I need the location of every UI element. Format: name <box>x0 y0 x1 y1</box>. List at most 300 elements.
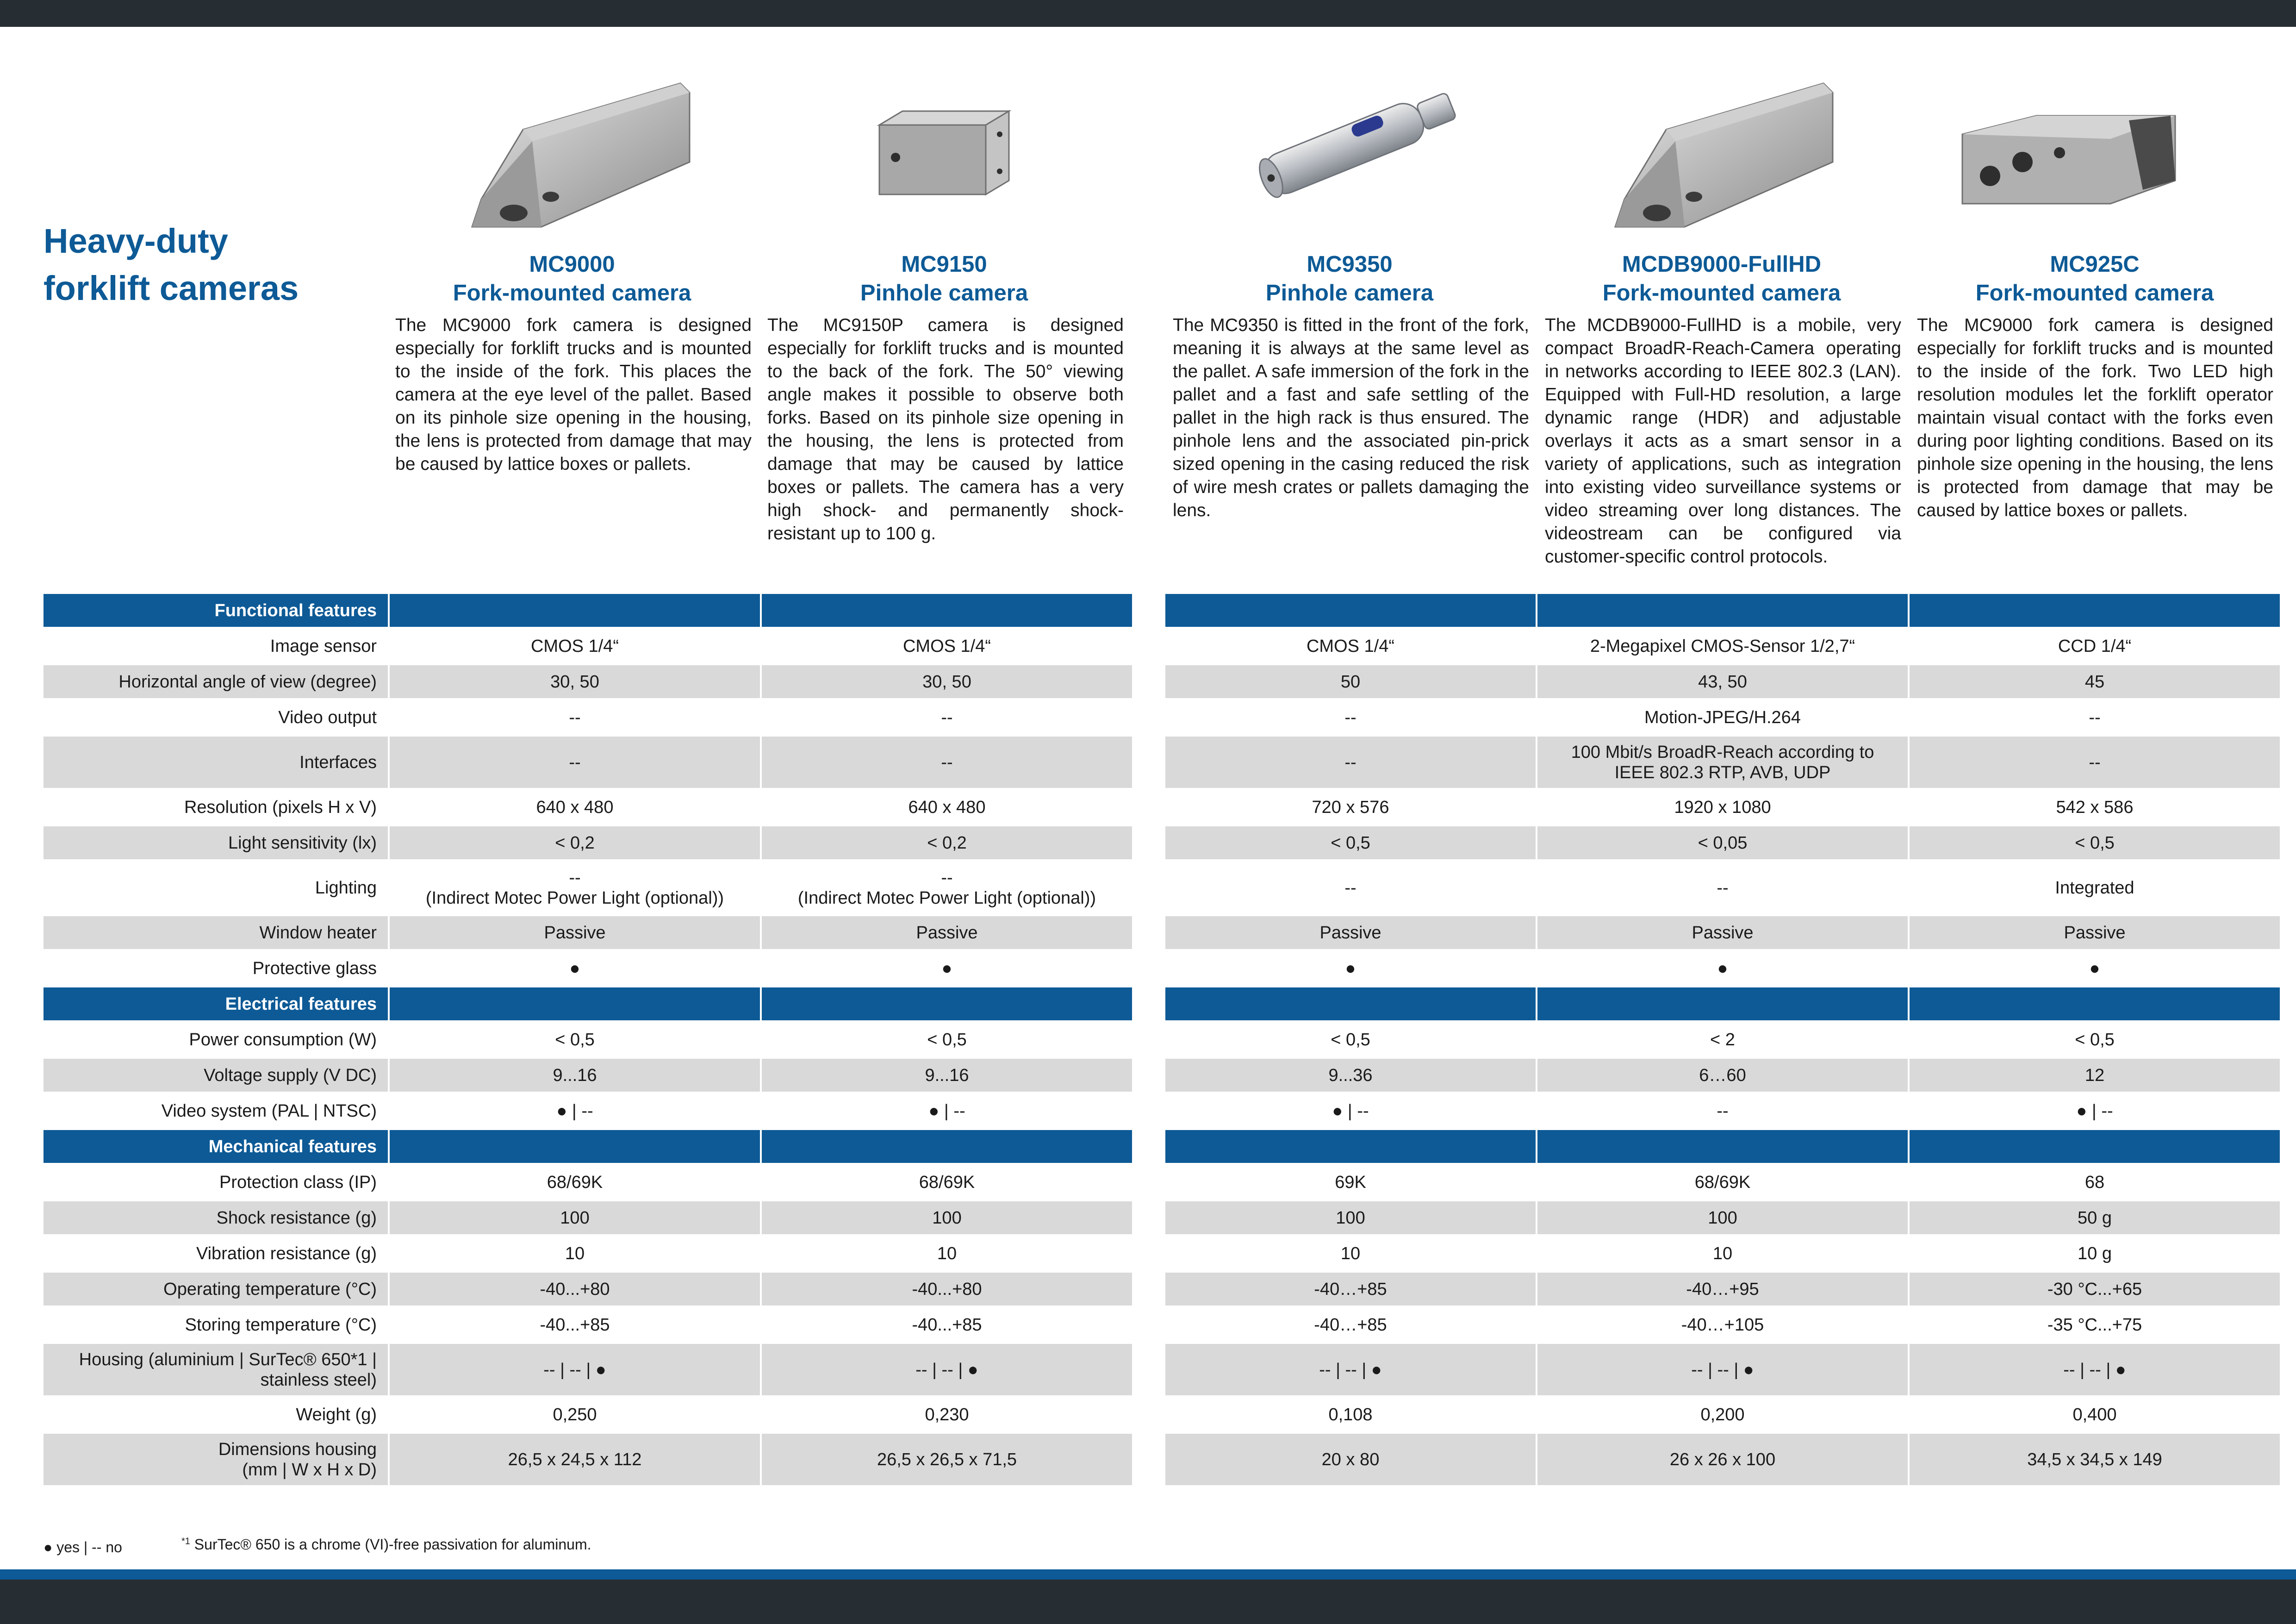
value-cell <box>1537 1273 1908 1305</box>
value-cell <box>1165 1308 1536 1341</box>
row-label <box>44 862 388 913</box>
value-cell-line: < 0,5 <box>1331 1030 1370 1049</box>
value-cell <box>1165 1344 1536 1395</box>
value-cell-line: (Indirect Motec Power Light (optional)) <box>797 888 1096 908</box>
section-header-label: Mechanical features <box>208 1137 377 1156</box>
value-cell-line: < 0,5 <box>2075 1030 2115 1049</box>
row-label <box>44 1237 388 1270</box>
value-cell <box>762 1398 1132 1431</box>
value-cell <box>1165 701 1536 734</box>
value-cell-line: -40…+105 <box>1681 1315 1764 1335</box>
value-cell-line: 69K <box>1335 1172 1366 1192</box>
section-header-cell <box>762 594 1132 627</box>
value-cell-line: -- <box>569 868 581 887</box>
bottom-bar <box>0 1580 2296 1624</box>
value-cell-line: Passive <box>544 923 606 943</box>
value-cell-line: -40...+85 <box>912 1315 982 1335</box>
footnote-surtec <box>181 1536 591 1553</box>
section-header-label: Electrical features <box>225 994 377 1014</box>
section-header-cell <box>1910 987 2280 1020</box>
value-cell-line: 9...16 <box>553 1065 597 1085</box>
row-label <box>44 1094 388 1127</box>
value-cell <box>1165 1273 1536 1305</box>
product-description-mcdb9000: The MCDB9000-FullHD is a mobile, very compact BroadR-Reach-Camera operating in networks according to IEEE 802.3 (LAN). Equipped with Full-HD resolution, a large dynamic range (HDR) and adjustable overlays it acts as a smart sensor in a variety of applications, such as integration into existing video surveillance systems or video streaming over long distances. The videostream can be configured via customer-specific control protocols. <box>1545 315 1901 567</box>
value-cell-line: 34,5 x 34,5 x 149 <box>2027 1449 2162 1469</box>
mc9150-product-image <box>875 106 1014 199</box>
value-cell <box>390 791 760 824</box>
value-cell-line: 100 <box>932 1208 962 1228</box>
value-cell <box>762 916 1132 949</box>
value-cell <box>390 737 760 788</box>
value-cell-line: -- | -- | ● <box>915 1360 978 1380</box>
product-type: Pinhole camera <box>860 281 1028 306</box>
row-label <box>44 630 388 662</box>
value-cell-line: 9...16 <box>925 1065 969 1085</box>
value-cell <box>390 1308 760 1341</box>
mcdb9000-product-image <box>1606 74 1837 241</box>
value-cell-line: ● | -- <box>928 1101 965 1121</box>
value-cell <box>390 630 760 662</box>
value-cell-line: 10 <box>1712 1243 1733 1263</box>
value-cell-line: < 0,2 <box>927 833 967 853</box>
value-cell-line: Passive <box>1319 923 1381 943</box>
row-label-line: Window heater <box>259 923 377 943</box>
row-label-line: Housing (aluminium | SurTec® 650*1 | <box>79 1349 377 1369</box>
value-cell <box>1910 1434 2280 1485</box>
product-type: Fork-mounted camera <box>1975 281 2214 306</box>
value-cell <box>1165 952 1536 985</box>
section-header-cell <box>1165 987 1536 1020</box>
footnote-marker: *1 <box>181 1536 190 1547</box>
row-label <box>44 665 388 698</box>
row-label <box>44 791 388 824</box>
value-cell-line: < 0,5 <box>2075 833 2115 853</box>
value-cell-line: -- | -- | ● <box>2063 1360 2126 1380</box>
value-cell <box>1910 1398 2280 1431</box>
value-cell-line: CCD 1/4“ <box>2058 636 2132 656</box>
value-cell-line: 68/69K <box>1694 1172 1751 1192</box>
value-cell <box>390 1023 760 1056</box>
row-label <box>44 737 388 788</box>
value-cell <box>1537 630 1908 662</box>
section-header-cell <box>390 594 760 627</box>
footnote-text: SurTec® 650 is a chrome (VI)-free passivation for aluminum. <box>194 1536 591 1553</box>
value-cell-line: 100 <box>560 1208 590 1228</box>
value-cell-line: -- <box>941 707 953 727</box>
row-label-line: (mm | W x H x D) <box>242 1460 377 1480</box>
value-cell <box>390 1201 760 1234</box>
product-type: Fork-mounted camera <box>453 281 691 306</box>
value-cell-line: CMOS 1/4“ <box>530 636 619 656</box>
value-cell-line: < 2 <box>1710 1030 1735 1049</box>
row-label-line: Power consumption (W) <box>189 1030 377 1049</box>
value-cell <box>1537 1094 1908 1127</box>
product-model: MC9000 <box>529 252 615 277</box>
row-label <box>44 826 388 859</box>
value-cell-line: 68/69K <box>919 1172 975 1192</box>
product-name-mcdb9000 <box>1541 250 1902 307</box>
value-cell-line: 10 <box>1340 1243 1361 1263</box>
value-cell-line: 2-Megapixel CMOS-Sensor 1/2,7“ <box>1590 636 1855 656</box>
value-cell-line: -40…+85 <box>1314 1315 1387 1335</box>
value-cell <box>1910 791 2280 824</box>
value-cell <box>1165 916 1536 949</box>
footnote-legend: ● yes | -- no <box>44 1539 122 1555</box>
value-cell <box>1537 1308 1908 1341</box>
value-cell-line: -- <box>1344 878 1356 898</box>
value-cell-line: Motion-JPEG/H.264 <box>1644 707 1801 727</box>
row-label <box>44 916 388 949</box>
row-label <box>44 1059 388 1092</box>
row-label <box>44 1166 388 1199</box>
product-model: MC9350 <box>1307 252 1393 277</box>
value-cell <box>762 1434 1132 1485</box>
value-cell-line: -- <box>569 752 581 772</box>
value-cell <box>1910 952 2280 985</box>
value-cell <box>1165 1201 1536 1234</box>
value-cell-line: 30, 50 <box>922 672 971 692</box>
value-cell-line: 100 <box>1336 1208 1365 1228</box>
value-cell <box>762 791 1132 824</box>
value-cell-line: -- | -- | ● <box>1319 1360 1382 1380</box>
row-label-line: Interfaces <box>299 752 377 772</box>
value-cell-line: 20 x 80 <box>1321 1449 1380 1469</box>
value-cell-line: -- <box>1717 1101 1729 1121</box>
value-cell <box>1537 1398 1908 1431</box>
value-cell <box>1910 737 2280 788</box>
row-label <box>44 701 388 734</box>
value-cell-line: -- <box>569 707 581 727</box>
value-cell-line: 1920 x 1080 <box>1674 797 1771 817</box>
value-cell <box>1537 665 1908 698</box>
row-label-line: Dimensions housing <box>218 1439 377 1459</box>
value-cell <box>1537 1201 1908 1234</box>
value-cell-line: -40...+80 <box>912 1279 982 1299</box>
value-cell <box>390 1059 760 1092</box>
value-cell-line: 30, 50 <box>550 672 599 692</box>
section-header-cell <box>390 987 760 1020</box>
product-name-mc9150 <box>764 250 1125 307</box>
value-cell <box>1165 1434 1536 1485</box>
value-cell-line: < 0,5 <box>927 1030 967 1049</box>
value-cell-line: -35 °C...+75 <box>2047 1315 2142 1335</box>
row-label <box>44 1201 388 1234</box>
value-cell-line: ● <box>2089 958 2100 978</box>
page-title-line-1: Heavy-duty <box>44 222 228 260</box>
value-cell <box>1910 1166 2280 1199</box>
row-label-line: Operating temperature (°C) <box>163 1279 377 1299</box>
product-description-mc9150: The MC9150P camera is designed especially for forklift trucks and is mounted to the back of the fork. The 50° viewing angle makes it possible to observe both forks. Based on its pinhole size opening in the housing, the lens is protected from damage that may be caused by lattice boxes or pallets. The camera has a very high shock- and permanently shock-resistant up to 100 g. <box>767 315 1124 543</box>
page-title-line-2: forklift cameras <box>44 269 299 307</box>
value-cell <box>1165 1023 1536 1056</box>
value-cell <box>1910 665 2280 698</box>
value-cell-line: -40...+80 <box>540 1279 610 1299</box>
row-label <box>44 1023 388 1056</box>
value-cell-line: -40...+85 <box>540 1315 610 1335</box>
section-header-cell <box>390 1130 760 1163</box>
value-cell <box>1910 862 2280 913</box>
section-header-label: Functional features <box>214 600 377 620</box>
mc925c-product-image <box>1953 106 2184 213</box>
value-cell <box>390 1273 760 1305</box>
value-cell <box>390 1094 760 1127</box>
row-label <box>44 1273 388 1305</box>
value-cell-line: < 0,2 <box>555 833 595 853</box>
value-cell-line: 10 <box>565 1243 585 1263</box>
row-label-line: stainless steel) <box>260 1370 377 1390</box>
row-label-line: Resolution (pixels H x V) <box>184 797 377 817</box>
value-cell-line: 0,250 <box>553 1405 597 1424</box>
value-cell <box>762 1094 1132 1127</box>
value-cell <box>762 1344 1132 1395</box>
value-cell-line: ● | -- <box>1332 1101 1369 1121</box>
product-description-mc9000: The MC9000 fork camera is designed especially for forklift trucks and is mounted to the inside of the fork. This places the camera at the eye level of the pallet. Based on its pinhole size opening in the housing, the lens is protected from damage that may be caused by lattice boxes or pallets. <box>395 315 752 474</box>
value-cell <box>1537 1237 1908 1270</box>
value-cell <box>762 952 1132 985</box>
row-label-line: Storing temperature (°C) <box>185 1315 377 1335</box>
value-cell <box>762 630 1132 662</box>
row-label-line: Video system (PAL | NTSC) <box>161 1101 377 1121</box>
value-cell <box>1910 1201 2280 1234</box>
row-label-line: Protective glass <box>252 958 377 978</box>
row-label-line: Lighting <box>315 878 377 898</box>
row-label-line: Vibration resistance (g) <box>196 1243 377 1263</box>
value-cell <box>390 916 760 949</box>
value-cell <box>762 1166 1132 1199</box>
value-cell-line: 9...36 <box>1328 1065 1373 1085</box>
mc9000-product-image <box>463 74 694 241</box>
value-cell-line: 10 <box>937 1243 957 1263</box>
row-label-line: Video output <box>278 707 377 727</box>
value-cell-line: 50 g <box>2078 1208 2112 1228</box>
value-cell <box>390 701 760 734</box>
product-description-mc925c: The MC9000 fork camera is designed especially for forklift trucks and is mounted to the inside of the fork. Two LED high resolution modules let the forklift operator maintain visual contact with the forks even during poor lighting conditions. Based on its pinhole size opening in the housing, the lens is protected from damage that may be caused by lattice boxes or pallets. <box>1917 315 2273 520</box>
value-cell <box>390 952 760 985</box>
value-cell <box>762 665 1132 698</box>
row-label <box>44 1344 388 1395</box>
section-header-cell <box>1910 594 2280 627</box>
value-cell-line: Passive <box>1692 923 1754 943</box>
value-cell <box>762 1308 1132 1341</box>
value-cell <box>1537 952 1908 985</box>
value-cell <box>1537 791 1908 824</box>
section-header-cell <box>1165 594 1536 627</box>
value-cell <box>762 1059 1132 1092</box>
value-cell-line: 0,108 <box>1328 1405 1373 1424</box>
section-header-cell <box>762 1130 1132 1163</box>
value-cell-line: 0,200 <box>1700 1405 1745 1424</box>
value-cell <box>762 1201 1132 1234</box>
value-cell-line: 12 <box>2084 1065 2105 1085</box>
value-cell <box>390 1237 760 1270</box>
value-cell <box>1165 826 1536 859</box>
row-label <box>44 952 388 985</box>
value-cell <box>1910 1344 2280 1395</box>
value-cell-line: < 0,5 <box>1331 833 1370 853</box>
value-cell-line: -- | -- | ● <box>1691 1360 1754 1380</box>
product-name-mc925c <box>1914 250 2275 307</box>
value-cell-line: CMOS 1/4“ <box>902 636 991 656</box>
value-cell <box>1165 1398 1536 1431</box>
row-label <box>44 1398 388 1431</box>
value-cell-line: ● <box>1345 958 1356 978</box>
value-cell-line: 100 <box>1708 1208 1737 1228</box>
value-cell <box>1910 826 2280 859</box>
value-cell <box>1165 737 1536 788</box>
section-header <box>44 594 388 627</box>
section-header-cell <box>1537 987 1908 1020</box>
value-cell <box>390 665 760 698</box>
value-cell-line: -- <box>1344 752 1356 772</box>
row-label-line: Horizontal angle of view (degree) <box>118 672 377 692</box>
value-cell-line: 640 x 480 <box>908 797 986 817</box>
value-cell-line: IEEE 802.3 RTP, AVB, UDP <box>1614 762 1831 782</box>
value-cell <box>1910 1308 2280 1341</box>
value-cell-line: -- <box>1717 878 1729 898</box>
value-cell <box>390 1166 760 1199</box>
value-cell <box>1165 1237 1536 1270</box>
value-cell-line: Integrated <box>2055 878 2134 898</box>
value-cell <box>1537 826 1908 859</box>
section-header-cell <box>762 987 1132 1020</box>
value-cell <box>1165 791 1536 824</box>
mc9350-product-image <box>1250 79 1462 204</box>
value-cell-line: -- <box>941 868 953 887</box>
value-cell <box>1537 1434 1908 1485</box>
value-cell-line: -- <box>2089 707 2101 727</box>
value-cell-line: 45 <box>2084 672 2105 692</box>
value-cell-line: -- | -- | ● <box>543 1360 606 1380</box>
value-cell <box>1537 1059 1908 1092</box>
value-cell-line: -40…+85 <box>1314 1279 1387 1299</box>
row-label <box>44 1434 388 1485</box>
value-cell <box>390 1398 760 1431</box>
value-cell <box>1910 1273 2280 1305</box>
value-cell-line: 26 x 26 x 100 <box>1669 1449 1776 1469</box>
product-type: Pinhole camera <box>1265 281 1434 306</box>
value-cell <box>1165 862 1536 913</box>
section-header-cell <box>1537 1130 1908 1163</box>
value-cell <box>1910 701 2280 734</box>
value-cell <box>1537 1344 1908 1395</box>
value-cell <box>1537 1023 1908 1056</box>
value-cell-line: < 0,05 <box>1698 833 1748 853</box>
value-cell-line: -- <box>2089 752 2101 772</box>
value-cell <box>1910 1023 2280 1056</box>
top-bar <box>0 0 2296 27</box>
value-cell-line: -- <box>1344 707 1356 727</box>
value-cell-line: 640 x 480 <box>536 797 614 817</box>
row-label-line: Weight (g) <box>296 1405 377 1424</box>
value-cell <box>1165 1166 1536 1199</box>
value-cell-line: 100 Mbit/s BroadR-Reach according to <box>1571 742 1874 762</box>
value-cell <box>1537 862 1908 913</box>
value-cell-line: (Indirect Motec Power Light (optional)) <box>425 888 724 908</box>
section-header <box>44 1130 388 1163</box>
value-cell <box>762 701 1132 734</box>
value-cell-line: 26,5 x 26,5 x 71,5 <box>877 1449 1017 1469</box>
value-cell-line: Passive <box>2064 923 2126 943</box>
value-cell-line: 43, 50 <box>1698 672 1747 692</box>
value-cell <box>1910 1094 2280 1127</box>
row-label-line: Light sensitivity (lx) <box>228 833 377 853</box>
value-cell-line: ● <box>941 958 952 978</box>
value-cell <box>762 826 1132 859</box>
value-cell-line: ● | -- <box>2076 1101 2113 1121</box>
value-cell-line: ● <box>1717 958 1728 978</box>
value-cell <box>1165 1059 1536 1092</box>
value-cell-line: 0,400 <box>2072 1405 2117 1424</box>
value-cell <box>1165 630 1536 662</box>
value-cell-line: -30 °C...+65 <box>2047 1279 2142 1299</box>
row-label-line: Shock resistance (g) <box>216 1208 377 1228</box>
product-name-mc9350 <box>1169 250 1530 307</box>
value-cell-line: ● <box>569 958 580 978</box>
product-type: Fork-mounted camera <box>1602 281 1841 306</box>
product-description-mc9350: The MC9350 is fitted in the front of the fork, meaning it is always at the same level as the pallet. A safe immersion of the fork in the pallet and a fast and safe settling of the pallet in the high rack is thus ensured. The pinhole lens and the associated pin-prick sized opening in the casing reduced the risk of wire mesh crates or pallets damaging the lens. <box>1173 315 1529 520</box>
section-header-cell <box>1537 594 1908 627</box>
value-cell <box>390 1344 760 1395</box>
value-cell <box>762 1273 1132 1305</box>
section-header <box>44 987 388 1020</box>
value-cell <box>1165 1094 1536 1127</box>
value-cell <box>390 1434 760 1485</box>
product-model: MC9150 <box>901 252 987 277</box>
value-cell <box>762 1023 1132 1056</box>
value-cell-line: -- <box>941 752 953 772</box>
value-cell <box>762 737 1132 788</box>
value-cell-line: 542 x 586 <box>2056 797 2134 817</box>
value-cell-line: 10 g <box>2078 1243 2112 1263</box>
value-cell-line: 50 <box>1340 672 1361 692</box>
value-cell <box>1910 1237 2280 1270</box>
value-cell-line: 68 <box>2084 1172 2105 1192</box>
value-cell-line: 68/69K <box>547 1172 603 1192</box>
section-header-cell <box>1165 1130 1536 1163</box>
page-title <box>44 218 377 312</box>
value-cell <box>762 862 1132 913</box>
row-label <box>44 1308 388 1341</box>
value-cell <box>762 1237 1132 1270</box>
value-cell <box>1537 737 1908 788</box>
row-label-line: Image sensor <box>270 636 377 656</box>
value-cell <box>1910 630 2280 662</box>
value-cell-line: -40…+95 <box>1686 1279 1759 1299</box>
value-cell-line: 0,230 <box>925 1405 969 1424</box>
section-header-cell <box>1910 1130 2280 1163</box>
value-cell <box>1910 1059 2280 1092</box>
value-cell-line: < 0,5 <box>555 1030 595 1049</box>
product-model: MCDB9000-FullHD <box>1622 252 1822 277</box>
value-cell-line: ● | -- <box>556 1101 593 1121</box>
product-model: MC925C <box>2050 252 2140 277</box>
bottom-accent-bar <box>0 1569 2296 1580</box>
value-cell-line: 26,5 x 24,5 x 112 <box>508 1449 642 1469</box>
product-name-mc9000 <box>392 250 753 307</box>
value-cell <box>1537 1166 1908 1199</box>
value-cell-line: Passive <box>916 923 978 943</box>
value-cell <box>1537 916 1908 949</box>
value-cell-line: 720 x 576 <box>1312 797 1389 817</box>
value-cell-line: CMOS 1/4“ <box>1306 636 1395 656</box>
value-cell <box>390 862 760 913</box>
value-cell <box>1910 916 2280 949</box>
value-cell <box>390 826 760 859</box>
value-cell <box>1537 701 1908 734</box>
row-label-line: Protection class (IP) <box>219 1172 377 1192</box>
value-cell <box>1165 665 1536 698</box>
value-cell-line: 6…60 <box>1699 1065 1746 1085</box>
